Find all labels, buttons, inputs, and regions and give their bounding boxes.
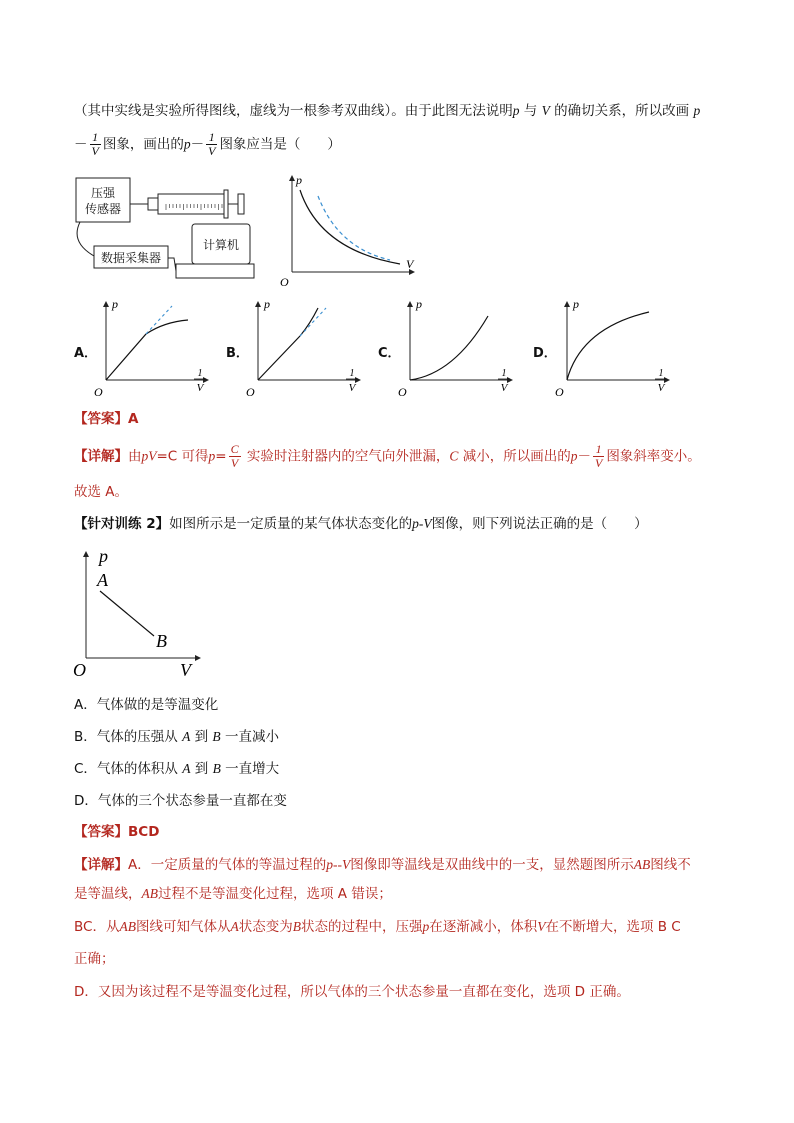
origin-label: O [246,385,255,399]
detail-text: 在不断增大，选项 B C [545,919,681,935]
answer-value: A [128,411,139,427]
detail-text: 状态的过程中，压强 [300,919,423,935]
experimental-curve [300,190,400,264]
origin-label: O [94,385,103,399]
q2-pv-graph [70,546,210,680]
option-text: 一直减小 [220,729,279,745]
collector-cable [168,258,176,271]
q1-line1 [74,100,700,122]
q1-text: （其中实线是实验所得图线，虚线为一根参考双曲线）。由于此图无法说明 [74,103,513,119]
apparatus-diagram [66,172,262,284]
var-b: B [212,761,221,776]
x-label: V [180,660,191,680]
q2-option-c[interactable] [74,758,279,780]
detail-text: 图象斜率变小。 [606,448,701,465]
fraction-c-over-v [229,443,241,470]
detail-tag: 【详解】 [74,857,128,873]
detail-tag: 【详解】 [74,448,128,465]
x-num: 1 [501,368,507,379]
detail-text: 图线可知气体从 [135,919,231,935]
formula-pv: pV [141,448,157,464]
answer-2 [74,821,159,843]
detail-2-line4: 正确； [74,951,115,967]
option-b-graph [244,296,366,400]
point-b-label: B [156,631,167,651]
frac-num: 1 [206,131,217,145]
detail-text: 由 [128,448,142,465]
origin-label: O [73,660,86,680]
var-ab: AB [633,857,651,872]
detail-text: A．一定质量的气体的等温过程的 [128,857,327,873]
option-text: 气体的压强从 [96,729,183,745]
syringe-tip [148,198,158,210]
frac-den: V [208,144,216,158]
detail-text: =C 可得 [156,448,209,465]
y-label: p [296,173,302,187]
frac-den: V [594,456,603,470]
detail-text: 减小，所以画出的 [458,448,571,465]
option-text: 到 [190,729,213,745]
computer-label: 计算机 [202,238,240,252]
option-b-label[interactable]: B． [226,346,249,361]
q2-title [74,513,648,535]
dash: － [74,136,88,153]
origin-label: O [398,385,407,399]
y-label: p [264,297,270,311]
option-a-label[interactable]: A． [74,346,98,361]
fraction-1-over-v [90,131,101,158]
sensor-label-2: 传感器 [84,202,122,216]
option-a-graph [92,296,214,400]
option-text: 气体的三个状态参量一直都在变 [97,793,287,809]
detail-text: 实验时注射器内的空气向外泄漏， [242,448,450,465]
q1-text: 的确切关系，所以改画 [549,103,694,119]
var-p: p [693,103,701,118]
option-c-graph [396,296,518,400]
q2-text: 如图所示是一定质量的某气体状态变化的 [169,516,413,532]
syringe-barrel [158,194,224,214]
origin-label: O [280,275,289,289]
y-label: p [112,297,118,311]
detail-text: 图线不 [650,857,691,873]
var-a: A [182,729,191,744]
var-p: p [512,103,520,118]
detail-1-conclusion: 故选 A。 [74,484,129,500]
point-a-label: A [97,570,108,590]
var-b: B [292,919,301,934]
collector-label: 数据采集器 [100,251,162,265]
pv-graph [278,170,420,290]
curve-c [410,316,488,380]
q1-text: 图象应当是（ ） [219,136,341,153]
x-den: V [348,382,356,394]
reference-line-a [146,306,172,334]
curve-a [106,320,188,380]
detail-1 [74,443,701,470]
option-label: B． [74,729,97,745]
detail-text: 过程不是等温变化过程，选项 A 错误； [158,886,392,902]
detail-text: 图像即等温线是双曲线中的一支，显然题图所示 [350,857,634,873]
var-v: V [541,103,550,118]
option-c-label[interactable]: C． [378,346,401,361]
frac-den: V [91,144,99,158]
x-num: 1 [349,368,355,379]
option-label: D． [74,793,98,809]
minus: － [190,136,205,153]
var-p: p [422,919,430,934]
x-den: V [500,382,508,394]
q2-option-d[interactable] [74,790,287,812]
x-den: V [657,382,665,394]
y-label: p [573,297,579,311]
option-label: A． [74,697,97,713]
fraction-1-over-v [206,131,217,158]
y-label: p [416,297,422,311]
detail-text: 是等温线， [74,886,142,902]
var-v: V [537,919,546,934]
sensor-label-1: 压强 [90,186,116,200]
formula-pv: p--V [326,857,351,872]
frac-den: V [230,456,239,470]
var-ab: AB [119,919,136,934]
q1-text: 与 [519,103,542,119]
option-d-label[interactable]: D． [533,346,557,361]
x-num: 1 [197,368,203,379]
ab-line [100,591,154,636]
detail-text: 在逐渐减小，体积 [429,919,538,935]
answer-value: BCD [128,824,160,840]
q2-option-a[interactable] [74,694,218,716]
detail-2-line3 [74,916,681,938]
origin-label: O [555,385,564,399]
curve-b [258,308,318,380]
q2-tag: 【针对训练 2】 [74,516,170,532]
detail-2-line5: D．又因为该过程不是等温变化过程，所以气体的三个状态参量一直都在变化，选项 D 正确。 [74,984,630,1000]
answer-tag: 【答案】 [74,411,128,427]
syringe-flange [224,190,228,218]
answer-tag: 【答案】 [74,824,128,840]
q1-line2 [74,131,341,158]
option-d-graph [553,296,675,400]
minus: － [577,448,591,465]
q2-text: 图像，则下列说法正确的是（ ） [431,516,648,532]
option-text: 到 [190,761,213,777]
y-label: p [99,546,108,566]
equals: = [215,448,227,465]
x-num: 1 [658,368,664,379]
q1-text: 图象，画出的 [102,136,184,153]
x-den: V [196,382,204,394]
option-label: C． [74,761,97,777]
frac-num: 1 [90,131,101,145]
detail-text: BC．从 [74,919,120,935]
var-c: C [449,448,459,464]
syringe-plunger-cap [238,194,244,214]
formula-pv: p-V [412,516,432,531]
detail-text: 状态变为 [238,919,293,935]
var-a: A [230,919,239,934]
detail-2-line1 [74,854,691,876]
option-text: 一直增大 [220,761,280,777]
fraction-1-over-v [593,443,604,470]
var-p: p [183,136,191,152]
sensor-cable [77,222,94,256]
curve-d [567,312,649,380]
syringe-scale [166,204,222,210]
frac-num: C [230,442,239,456]
detail-2-line2 [74,883,392,905]
var-ab: AB [141,886,158,901]
var-b: B [212,729,221,744]
var-p: p [208,448,216,464]
frac-num: 1 [593,443,604,457]
var-a: A [182,761,191,776]
q2-option-b[interactable] [74,726,279,748]
computer-base [176,264,254,278]
option-text: 气体做的是等温变化 [96,697,219,713]
var-p: p [570,448,578,464]
answer-1 [74,408,138,430]
option-text: 气体的体积从 [96,761,183,777]
x-label: V [406,257,414,271]
